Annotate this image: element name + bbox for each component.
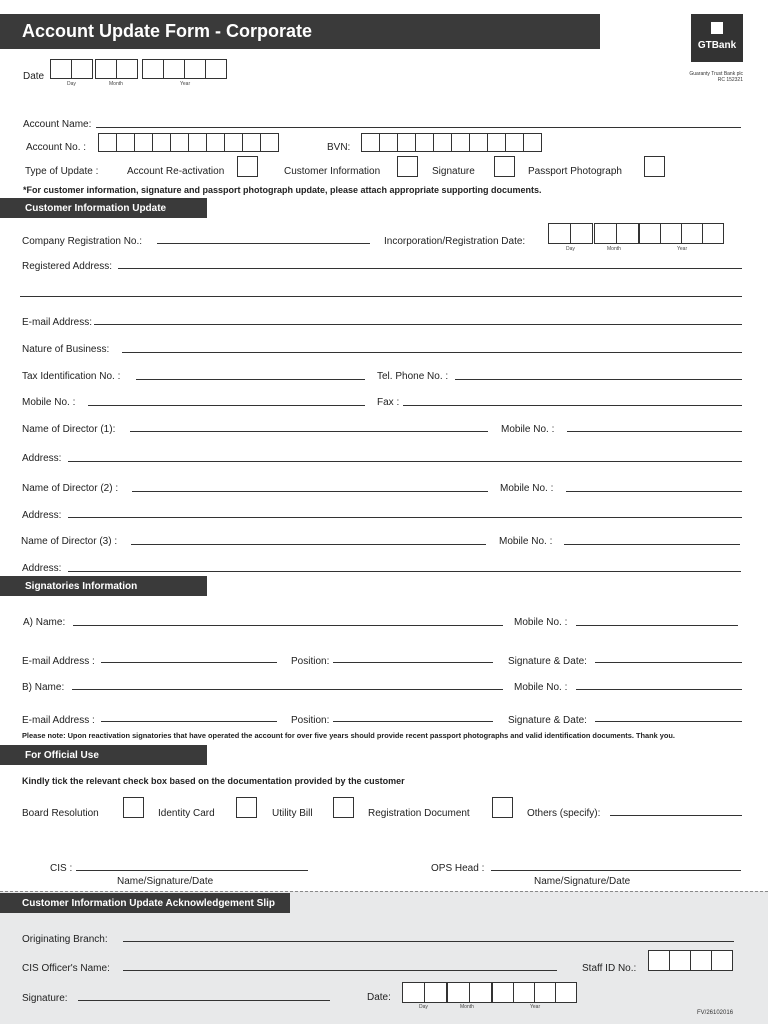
- form-title: Account Update Form - Corporate: [0, 14, 600, 49]
- slip-signature-label: Signature:: [22, 993, 68, 1004]
- email-field[interactable]: [94, 324, 742, 325]
- slip-section-title: Customer Information Update Acknowledgement Slip: [0, 893, 290, 913]
- cis-name-sig-date: Name/Signature/Date: [117, 876, 214, 887]
- director2-address-label: Address:: [22, 510, 62, 521]
- registered-address-label: Registered Address:: [22, 261, 113, 272]
- bank-legal-name: Guaranty Trust Bank plc: [689, 71, 743, 77]
- date-day-boxes[interactable]: [50, 59, 92, 79]
- director1-address-label: Address:: [22, 453, 62, 464]
- doc-board-resolution-label: Board Resolution: [22, 808, 99, 819]
- signatory-a-signature-field[interactable]: [595, 662, 742, 663]
- slip-date-day-boxes[interactable]: [402, 982, 446, 1003]
- bank-rc-number: RC 152321: [717, 77, 743, 83]
- slip-date-month-boxes[interactable]: [447, 982, 491, 1003]
- doc-identity-card-checkbox[interactable]: [236, 797, 257, 818]
- form-code: FV/26102016: [697, 1010, 734, 1016]
- incorp-date-year-boxes[interactable]: [639, 223, 723, 244]
- account-name-field[interactable]: [96, 127, 741, 128]
- slip-branch-label: Originating Branch:: [22, 934, 108, 945]
- director3-field[interactable]: [131, 544, 486, 545]
- doc-registration-label: Registration Document: [368, 808, 470, 819]
- slip-officer-field[interactable]: [123, 970, 557, 971]
- type-customer-info-label: Customer Information: [284, 166, 381, 177]
- signatory-a-name-label: A) Name:: [23, 617, 66, 628]
- director3-address-field[interactable]: [68, 571, 741, 572]
- logo-square-icon: [711, 22, 723, 34]
- signatory-b-email-label: E-mail Address :: [22, 715, 95, 726]
- director3-address-label: Address:: [22, 563, 62, 574]
- fax-label: Fax :: [377, 397, 400, 408]
- account-name-label: Account Name:: [23, 119, 92, 130]
- ops-head-field[interactable]: [491, 870, 741, 871]
- slip-staff-id-label: Staff ID No.:: [582, 963, 637, 974]
- doc-identity-card-label: Identity Card: [158, 808, 215, 819]
- incorp-date-label: Incorporation/Registration Date:: [384, 236, 526, 247]
- bvn-label: BVN:: [327, 142, 351, 153]
- mobile-field[interactable]: [88, 405, 365, 406]
- signatory-b-email-field[interactable]: [101, 721, 277, 722]
- mobile-label: Mobile No. :: [22, 397, 76, 408]
- date-label: Date: [23, 71, 45, 82]
- director1-mobile-field[interactable]: [567, 431, 742, 432]
- ops-name-sig-date: Name/Signature/Date: [534, 876, 631, 887]
- doc-utility-bill-label: Utility Bill: [272, 808, 313, 819]
- signatory-a-mobile-field[interactable]: [576, 625, 738, 626]
- slip-signature-field[interactable]: [78, 1000, 330, 1001]
- signatory-b-mobile-label: Mobile No. :: [514, 682, 568, 693]
- signatory-a-mobile-label: Mobile No. :: [514, 617, 568, 628]
- doc-board-resolution-checkbox[interactable]: [123, 797, 144, 818]
- company-reg-field[interactable]: [157, 243, 370, 244]
- fax-field[interactable]: [403, 405, 742, 406]
- email-label: E-mail Address:: [22, 317, 93, 328]
- tel-label: Tel. Phone No. :: [377, 371, 449, 382]
- director2-mobile-label: Mobile No. :: [500, 483, 554, 494]
- account-number-boxes[interactable]: [98, 133, 278, 152]
- tel-field[interactable]: [455, 379, 742, 380]
- doc-others-field[interactable]: [610, 815, 742, 816]
- director2-label: Name of Director (2) :: [22, 483, 119, 494]
- director2-address-field[interactable]: [68, 517, 742, 518]
- doc-utility-bill-checkbox[interactable]: [333, 797, 354, 818]
- date-month-boxes[interactable]: [95, 59, 137, 79]
- type-passport-checkbox[interactable]: [644, 156, 665, 177]
- official-use-section-title: For Official Use: [0, 745, 207, 765]
- doc-registration-checkbox[interactable]: [492, 797, 513, 818]
- director2-mobile-field[interactable]: [566, 491, 742, 492]
- type-reactivation-label: Account Re-activation: [127, 166, 225, 177]
- slip-branch-field[interactable]: [123, 941, 734, 942]
- director1-field[interactable]: [130, 431, 488, 432]
- director1-address-field[interactable]: [68, 461, 742, 462]
- ops-head-label: OPS Head :: [431, 863, 485, 874]
- type-passport-label: Passport Photograph: [528, 166, 622, 177]
- signatory-a-position-label: Position:: [291, 656, 330, 667]
- slip-officer-label: CIS Officer's Name:: [22, 963, 110, 974]
- tax-id-label: Tax Identification No. :: [22, 371, 121, 382]
- signatory-a-position-field[interactable]: [333, 662, 493, 663]
- incorp-date-month-boxes[interactable]: [594, 223, 638, 244]
- signatories-section-title: Signatories Information: [0, 576, 207, 596]
- official-instruction: Kindly tick the relevant check box based on the documentation provided by the customer: [22, 776, 405, 786]
- signatory-b-position-label: Position:: [291, 715, 330, 726]
- slip-date-label: Date:: [367, 992, 391, 1003]
- tax-id-field[interactable]: [136, 379, 365, 380]
- director2-field[interactable]: [132, 491, 488, 492]
- signatory-b-position-field[interactable]: [333, 721, 493, 722]
- signatory-b-mobile-field[interactable]: [576, 689, 742, 690]
- type-reactivation-checkbox[interactable]: [237, 156, 258, 177]
- director3-mobile-label: Mobile No. :: [499, 536, 553, 547]
- signatory-a-name-field[interactable]: [73, 625, 503, 626]
- customer-info-section-title: Customer Information Update: [0, 198, 207, 218]
- type-of-update-label: Type of Update :: [25, 166, 99, 177]
- reactivation-note: Please note: Upon reactivation signatories that have operated the account for over five years should provide recent passport photographs and valid identification documents. Thank you.: [22, 731, 675, 740]
- type-customer-info-checkbox[interactable]: [397, 156, 418, 177]
- account-number-label: Account No. :: [26, 142, 87, 153]
- bvn-boxes[interactable]: [361, 133, 541, 152]
- nature-of-business-label: Nature of Business:: [22, 344, 110, 355]
- slip-date-year-boxes[interactable]: [492, 982, 576, 1003]
- slip-staff-id-boxes[interactable]: [648, 950, 732, 971]
- signatory-b-signature-field[interactable]: [595, 721, 742, 722]
- cis-field[interactable]: [76, 870, 308, 871]
- signatory-b-name-label: B) Name:: [22, 682, 65, 693]
- gtbank-logo: GTBank: [691, 14, 743, 62]
- signatory-a-email-field[interactable]: [101, 662, 277, 663]
- type-signature-checkbox[interactable]: [494, 156, 515, 177]
- nature-of-business-field[interactable]: [122, 352, 742, 353]
- signatory-b-signature-label: Signature & Date:: [508, 715, 587, 726]
- company-reg-label: Company Registration No.:: [22, 236, 143, 247]
- registered-address-field-2[interactable]: [20, 296, 742, 297]
- cis-label: CIS :: [50, 863, 73, 874]
- signatory-a-email-label: E-mail Address :: [22, 656, 95, 667]
- director1-label: Name of Director (1):: [22, 424, 116, 435]
- director1-mobile-label: Mobile No. :: [501, 424, 555, 435]
- doc-others-label: Others (specify):: [527, 808, 601, 819]
- type-signature-label: Signature: [432, 166, 475, 177]
- signatory-a-signature-label: Signature & Date:: [508, 656, 587, 667]
- signatory-b-name-field[interactable]: [72, 689, 503, 690]
- incorp-date-day-boxes[interactable]: [548, 223, 592, 244]
- date-year-boxes[interactable]: [142, 59, 226, 79]
- registered-address-field[interactable]: [118, 268, 742, 269]
- director3-mobile-field[interactable]: [564, 544, 740, 545]
- director3-label: Name of Director (3) :: [21, 536, 118, 547]
- supporting-docs-note: *For customer information, signature and passport photograph update, please attach appropriate supporting documents.: [23, 185, 542, 195]
